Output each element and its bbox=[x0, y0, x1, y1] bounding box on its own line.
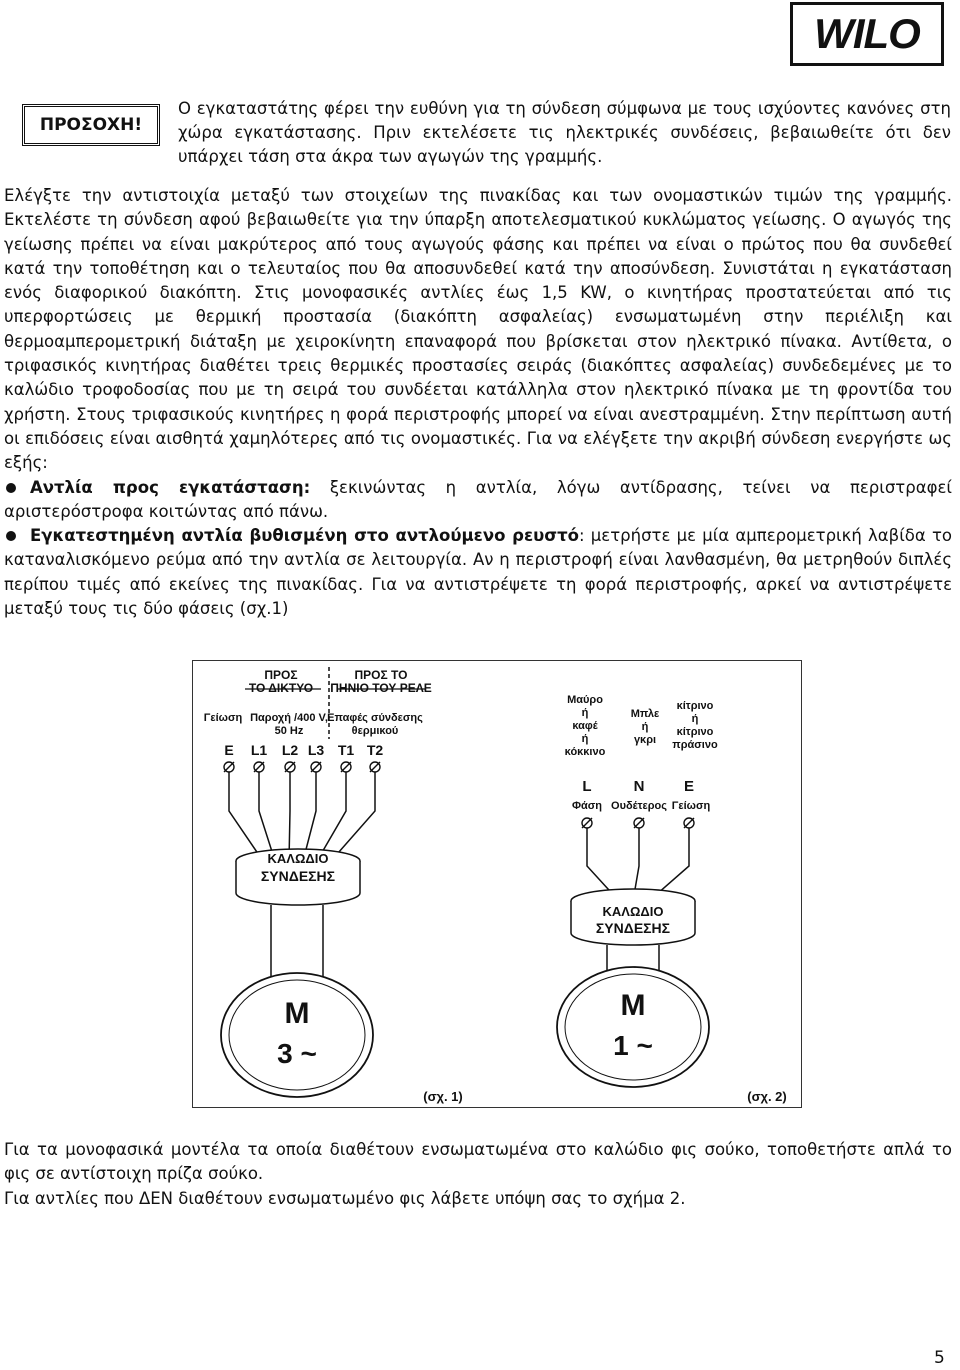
hdr-relay-1: ΠΡΟΣ ΤΟ bbox=[354, 668, 408, 682]
footer-text bbox=[4, 1138, 952, 1211]
color-label: Μπλε bbox=[630, 708, 660, 720]
color-label: ή bbox=[581, 733, 589, 745]
logo-text: WILO bbox=[814, 10, 920, 57]
sub-supply-2: 50 Hz bbox=[274, 725, 304, 737]
bullet-item bbox=[4, 524, 952, 621]
page-number: 5 bbox=[934, 1348, 945, 1368]
cable-fig2 bbox=[571, 889, 695, 945]
wires-fig1 bbox=[229, 772, 375, 861]
bullet-bold: Εγκατεστημένη αντλία βυθισμένη στο αντλούμενο ρευστό bbox=[30, 526, 580, 546]
bullet-bold: Αντλία προς εγκατάσταση: bbox=[30, 477, 311, 497]
wiring-figure bbox=[192, 660, 802, 1108]
color-label: κίτρινο bbox=[676, 700, 714, 712]
color-label: ή bbox=[581, 707, 589, 719]
terminal-label: L3 bbox=[307, 742, 325, 758]
hdr-net-2: ΤΟ ΔΙΚΤΥΟ bbox=[248, 681, 314, 695]
color-label: Μαύρο bbox=[567, 694, 603, 706]
body-paragraph: Ελέγξτε την αντιστοιχία μεταξύ των στοιχείων της πινακίδας και των ονομαστικών τιμών της γραμμής. Εκτελέστε τη σύνδεση αφού βεβαιωθείτε για την ύπαρξη αποτελεσματικού κυκλώματος γείωσης. Ο αγωγός της γείωσης πρέπει να είναι μακρύτερος από τους αγωγούς φάσης και πρέπει να είναι ο πρώτος που θα συνδεθεί κατά την τοποθέτηση και ο τελευταίος που θα αποσυνδεθεί κατά την αποσύνδεση. Συνιστάται η εγκατάσταση ενός διαφορικού διακόπτη. Στις μονοφασικές αντλίες έως 1,5 KW, ο κινητήρας προστατεύεται από τις υπερφορτώσεις με θερμική προστασία (διακόπτη ασφαλείας) ενσωματωμένη στην περιέλιξη και θερμοαμπερομετρική διάταξη με χειροκίνητη επαναφορά που βρίσκεται στον ηλεκτρικό πίνακα. Αντίθετα, ο τριφασικός κινητήρας διαθέτει τρεις θερμικές προστασίες σειράς (διακόπτες ασφαλείας) συνδεδεμένες με το καλώδιο τροφοδοσίας που με τη σειρά του συνδέεται κατάλληλα στον ηλεκτρικό πίνακα με τη φροντίδα του χρήστη. Στους τριφασικούς κινητήρες η φορά περιστροφής μπορεί να είναι ανεστραμμένη. Στην περίπτωση αυτή οι επιδόσεις είναι αισθητά χαμηλότερες από τις ονομαστικές. Για να ελέγξετε την ακριβή σύνδεση ενεργήστε ως εξής: bbox=[4, 186, 952, 473]
terminal-block-2 bbox=[582, 818, 694, 828]
sub-ground: Γείωση bbox=[203, 712, 243, 724]
terminal-name: Ουδέτερος bbox=[611, 800, 667, 812]
terminal-name: Γείωση bbox=[671, 800, 711, 812]
footer-paragraph-1: Για τα μονοφασικά μοντέλα τα οποία διαθέτουν ενσωματωμένα στο καλώδιο φις σούκο, τοποθετήστε απλά το φις σε αντίστοιχη πρίζα σούκο. bbox=[4, 1140, 952, 1184]
wilo-logo bbox=[790, 2, 944, 66]
sub-supply-1: Παροχή /400 V, bbox=[250, 712, 328, 724]
motor-phase: 1 ~ bbox=[613, 1030, 653, 1061]
color-label: κίτρινο bbox=[676, 726, 714, 738]
color-label: καφέ bbox=[572, 720, 598, 732]
bullet-icon bbox=[6, 531, 16, 541]
motor-fig2 bbox=[557, 967, 709, 1087]
caption-fig1: (σχ. 1) bbox=[423, 1089, 463, 1104]
motor-m: M bbox=[620, 989, 646, 1022]
terminal-name: Φάση bbox=[571, 800, 603, 812]
motor-phase: 3 ~ bbox=[277, 1038, 317, 1069]
terminal-label: T2 bbox=[366, 742, 384, 758]
bullet-text: ξεκινώντας η αντλία, λόγω αντίδρασης, τείνει να περιστραφεί αριστερόστροφα κοιτώντας από πάνω. bbox=[4, 477, 952, 521]
hdr-net-1: ΠΡΟΣ bbox=[264, 668, 298, 682]
motor-m: M bbox=[284, 997, 310, 1030]
bullet-item bbox=[4, 476, 952, 525]
terminal-label: L1 bbox=[250, 742, 268, 758]
cable-fig1 bbox=[236, 849, 360, 905]
cable-label-2: ΣΥΝΔΕΣΗΣ bbox=[595, 920, 671, 936]
warning-text: Ο εγκαταστάτης φέρει την ευθύνη για τη σύνδεση σύμφωνα με τους ισχύοντες κανόνες στη χώρα εγκατάστασης. Πριν εκτελέσετε τις ηλεκτρικές συνδέσεις, βεβαιωθείτε ότι δεν υπάρχει τάση στα άκρα των αγωγών της γραμμής. bbox=[178, 99, 951, 166]
terminal-block-1 bbox=[224, 762, 380, 772]
hdr-relay-2: ΠΗΝΙΟ ΤΟΥ ΡΕΛΕ bbox=[330, 681, 432, 695]
color-label: ή bbox=[641, 721, 649, 733]
caption-fig2: (σχ. 2) bbox=[747, 1089, 787, 1104]
footer-paragraph-2: Για αντλίες που ΔΕΝ διαθέτουν ενσωματωμένο φις λάβετε υπόψη σας το σχήμα 2. bbox=[4, 1188, 686, 1208]
warning-label: ΠΡΟΣΟΧΗ! bbox=[22, 104, 160, 146]
motor-fig1 bbox=[221, 973, 373, 1097]
cable-label-1: ΚΑΛΩΔΙΟ bbox=[602, 904, 664, 919]
wiring-diagram bbox=[193, 661, 800, 1106]
terminal-label: E bbox=[683, 778, 695, 795]
terminal-label: L bbox=[582, 778, 592, 795]
sub-contacts-1: Επαφές σύνδεσης bbox=[327, 712, 423, 724]
cable-label-2: ΣΥΝΔΕΣΗΣ bbox=[260, 868, 336, 884]
terminal-label: N bbox=[633, 778, 645, 795]
terminal-label: L2 bbox=[281, 742, 299, 758]
terminal-label: E bbox=[224, 742, 234, 758]
bullet-icon bbox=[6, 483, 16, 493]
bullet-text: : μετρήστε με μία αμπερομετρική λαβίδα το καταναλισκόμενο ρεύμα από την αντλία σε λειτουργία. Αν η περιστροφή είναι λανθασμένη, θα μετρηθούν διπλές περίπου τιμές από εκείνες της πινακίδας. Για να αντιστρέψετε τη φορά περιστροφής, αρκεί να αντιστρέψετε μεταξύ τους τις δύο φάσεις (σχ.1) bbox=[4, 526, 952, 619]
color-label: πράσινο bbox=[672, 739, 718, 751]
terminal-label: T1 bbox=[337, 742, 355, 758]
color-label: κόκκινο bbox=[564, 746, 606, 758]
cable-label-1: ΚΑΛΩΔΙΟ bbox=[267, 851, 329, 866]
main-text bbox=[4, 184, 952, 621]
color-label: ή bbox=[691, 713, 699, 725]
color-label: γκρι bbox=[633, 734, 657, 746]
sub-contacts-2: θερμικού bbox=[351, 725, 399, 737]
